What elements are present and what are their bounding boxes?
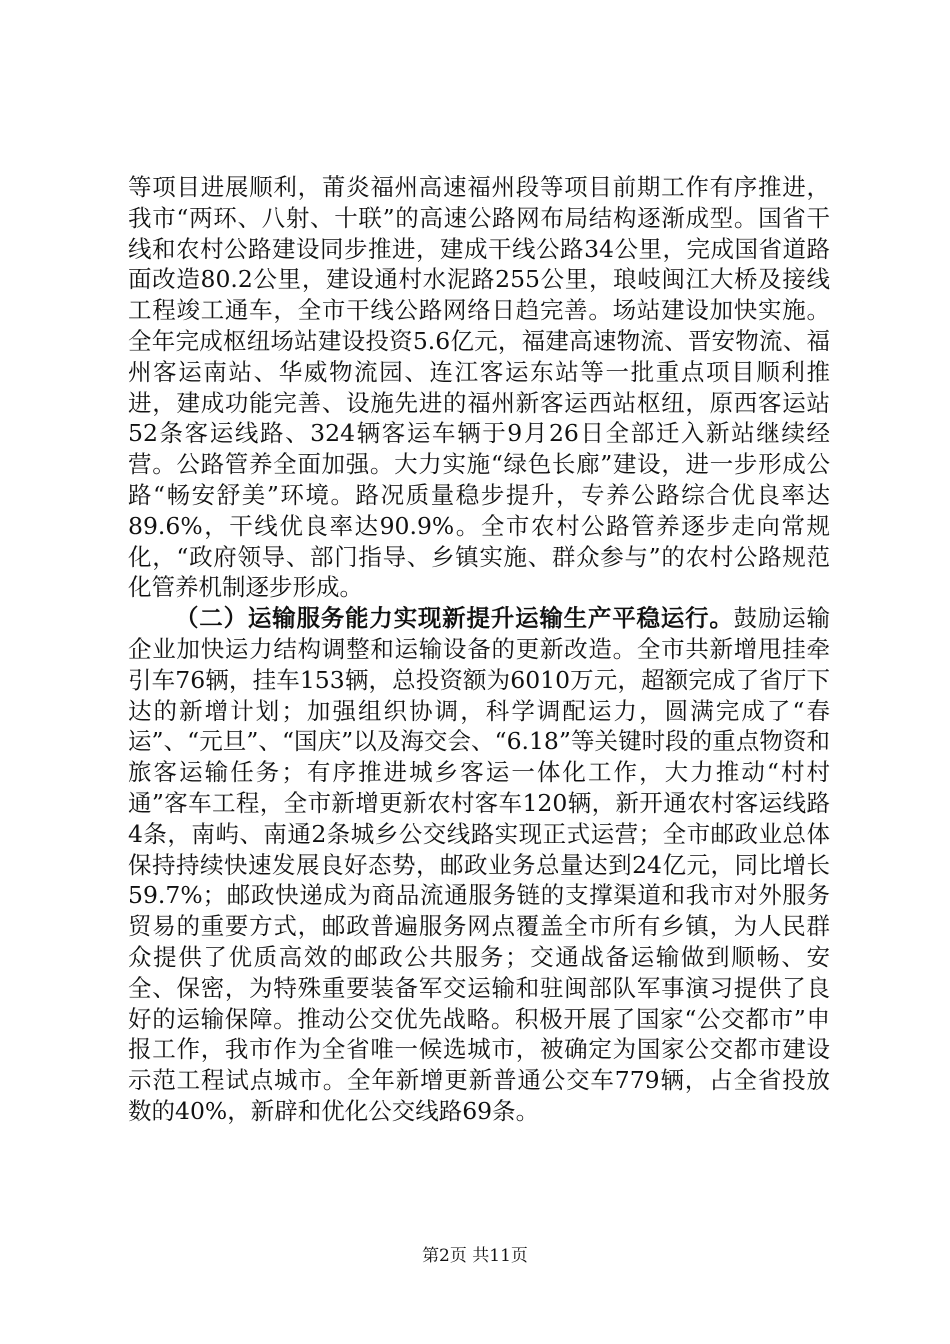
paragraph-2 — [128, 603, 830, 1127]
page-number-footer: 第2页 共11页 — [422, 1246, 528, 1266]
document-body — [128, 172, 830, 1127]
paragraph-2-body: 鼓励运输企业加快运力结构调整和运输设备的更新改造。全市共新增甩挂牵引车76辆，挂车153辆，总投资额为6010万元，超额完成了省厅下达的新增计划；加强组织协调，科学调配运力，圆满完成了“春运”、“元旦”、“国庆”以及海交会、“6.18”等关键时段的重点物资和旅客运输任务；有序推进城乡客运一体化工作，大力推动“村村通”客车工程，全市新增更新农村客车120辆，新开通农村客运线路4条，南屿、南通2条城乡公交线路实现正式运营；全市邮政业总体保持持续快速发展良好态势，邮政业务总量达到24亿元，同比增长59.7%；邮政快递成为商品流通服务链的支撑渠道和我市对外服务贸易的重要方式，邮政普遍服务网点覆盖全市所有乡镇，为人民群众提供了优质高效的邮政公共服务；交通战备运输做到顺畅、安全、保密，为特殊重要装备军交运输和驻闽部队军事演习提供了良好的运输保障。推动公交优先战略。积极开展了国家“公交都市”申报工作，我市作为全省唯一候选城市，被确定为国家公交都市建设示范工程试点城市。全年新增更新普通公交车779辆，占全省投放数的40%，新辟和优化公交线路69条。 — [128, 604, 831, 1125]
section-heading: （二）运输服务能力实现新提升运输生产平稳运行。 — [175, 604, 734, 633]
paragraph-1: 等项目进展顺利，莆炎福州高速福州段等项目前期工作有序推进，我市“两环、八射、十联”的高速公路网布局结构逐渐成型。国省干线和农村公路建设同步推进，建成干线公路34公里，完成国省道路面改造80.2公里，建设通村水泥路255公里，琅岐闽江大桥及接线工程竣工通车，全市干线公路网络日趋完善。场站建设加快实施。全年完成枢纽场站建设投资5.6亿元，福建高速物流、晋安物流、福州客运南站、华威物流园、连江客运东站等一批重点项目顺利推进，建成功能完善、设施先进的福州新客运西站枢纽，原西客运站52条客运线路、324辆客运车辆于9月26日全部迁入新站继续经营。公路管养全面加强。大力实施“绿色长廊”建设，进一步形成公路“畅安舒美”环境。路况质量稳步提升，专养公路综合优良率达89.6%，干线优良率达90.9%。全市农村公路管养逐步走向常规化，“政府领导、部门指导、乡镇实施、群众参与”的农村公路规范化管养机制逐步形成。 — [128, 173, 830, 602]
